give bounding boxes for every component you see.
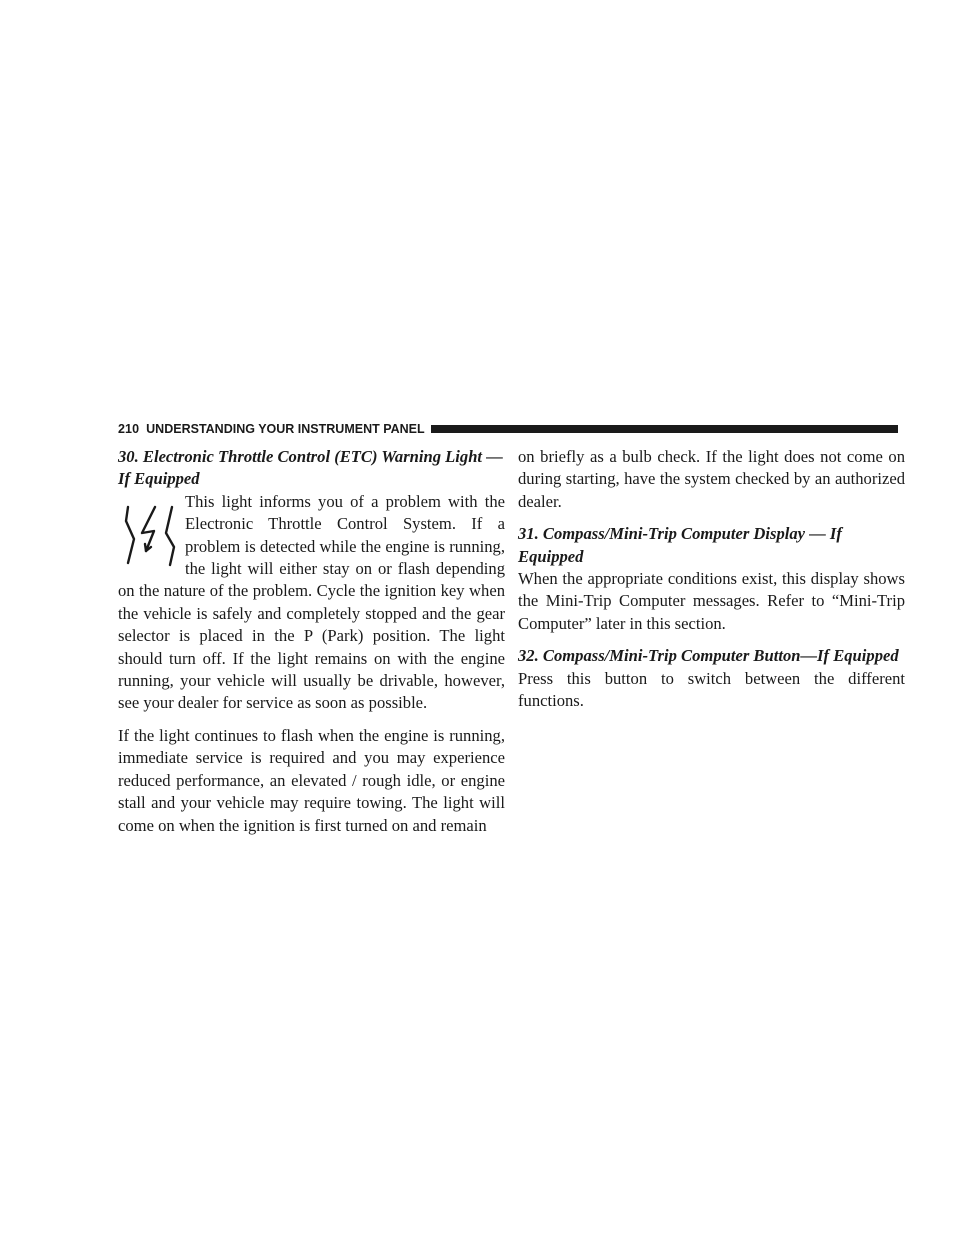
- etc-paragraph-2: If the light continues to flash when the engine is running, immediate service is required and you may experience reduced performance, an elevated / rough idle, or engine stall and your vehicle may require towing. The light will come on when the ignition is first turned on and remain: [118, 725, 505, 835]
- compass-button-body: Press this button to switch between the different functions.: [518, 668, 905, 711]
- left-column: [118, 446, 505, 837]
- etc-warning-icon: [118, 493, 182, 579]
- right-column: [518, 446, 905, 712]
- page-number: 210: [118, 422, 140, 436]
- etc-heading: 30. Electronic Throttle Control (ETC) Warning Light — If Equipped: [118, 447, 503, 489]
- compass-button-heading: 32. Compass/Mini-Trip Computer Button—If Equipped: [518, 646, 899, 666]
- section-title: UNDERSTANDING YOUR INSTRUMENT PANEL: [146, 422, 425, 436]
- compass-display-heading: 31. Compass/Mini-Trip Computer Display — If Equipped: [518, 524, 842, 566]
- header-rule: [431, 425, 898, 433]
- etc-paragraph-2-continued: on briefly as a bulb check. If the light does not come on during starting, have the system checked by an authorized dealer.: [518, 447, 905, 511]
- etc-paragraph-1: This light informs you of a problem with the Electronic Throttle Control System. If a problem is detected while the engine is running, the light will either stay on or flash depending on the nature of the problem. Cycle the ignition key when the vehicle is safely and completely stopped and the gear selector is placed in the P (Park) position. The light should turn off. If the light remains on with the engine running, your vehicle will usually be drivable, however, see your dealer for service as soon as possible.: [118, 491, 505, 713]
- compass-display-body: When the appropriate conditions exist, this display shows the Mini-Trip Computer messages. Refer to “Mini-Trip Computer” later in this section.: [518, 569, 905, 633]
- page-header: [118, 421, 898, 437]
